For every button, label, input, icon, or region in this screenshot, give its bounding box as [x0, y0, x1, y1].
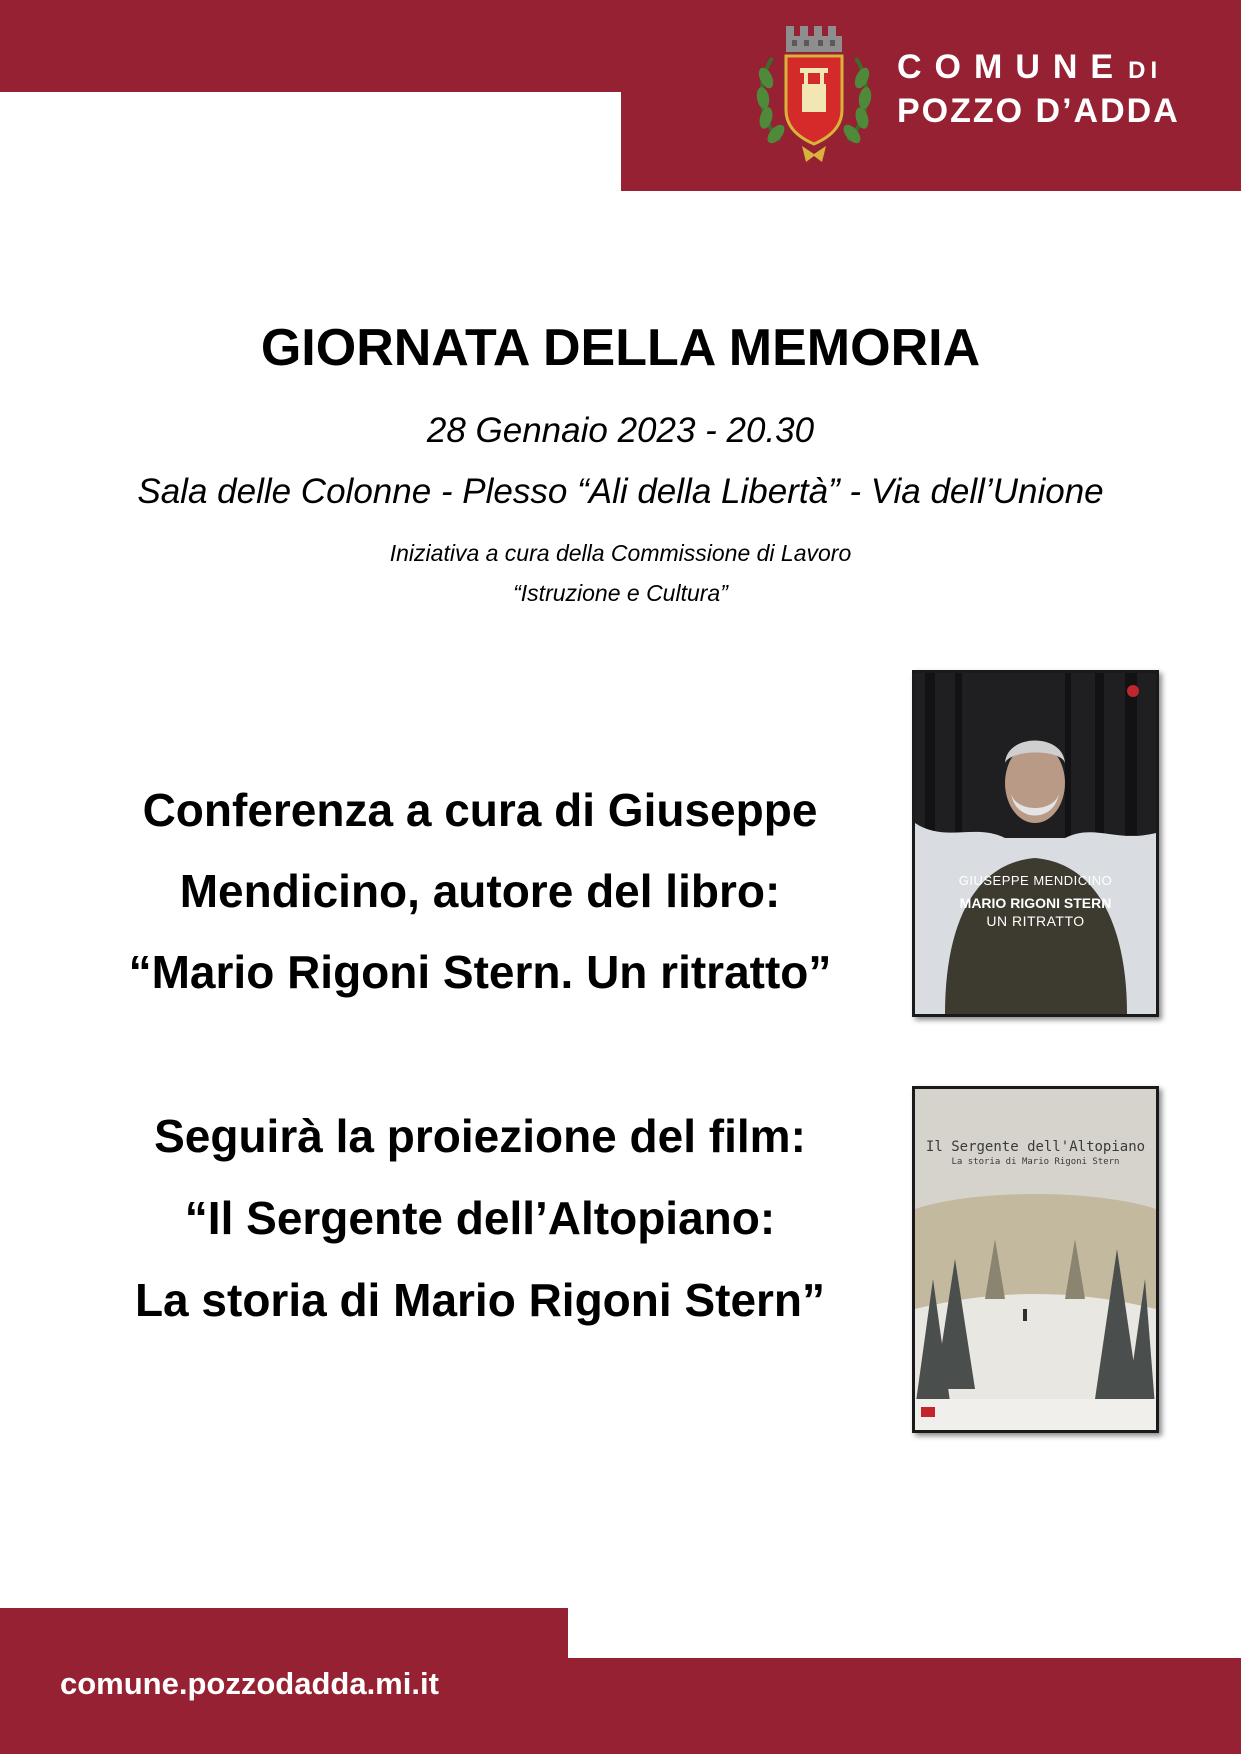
book-cover-photo	[915, 673, 1156, 1014]
film-poster-title: Il Sergente dell'Altopiano	[925, 1139, 1146, 1155]
book-author: GIUSEPPE MENDICINO	[958, 873, 1113, 888]
di-label: DI	[1128, 57, 1163, 84]
event-date-time: 28 Gennaio 2023 - 20.30	[426, 411, 815, 450]
film-line: Seguirà la proiezione del film:	[154, 1110, 806, 1162]
book-subtitle: UN RITRATTO	[986, 913, 1085, 929]
conference-text	[70, 782, 890, 1025]
event-title: GIORNATA DELLA MEMORIA	[260, 319, 981, 377]
film-poster-subtitle: La storia di Mario Rigoni Stern	[951, 1157, 1120, 1167]
conference-line: Conferenza a cura di Giuseppe	[142, 784, 818, 836]
film-text	[70, 1108, 890, 1354]
event-venue: Sala delle Colonne - Plesso “Ali della Libertà” - Via dell’Unione	[137, 472, 1104, 511]
book-cover-image	[912, 670, 1159, 1017]
film-line: “Il Sergente dell’Altopiano:	[184, 1192, 776, 1244]
film-poster-image	[912, 1086, 1159, 1433]
film-line: La storia di Mario Rigoni Stern”	[134, 1274, 826, 1326]
initiative-line-1: Iniziativa a cura della Commissione di Lavoro	[389, 540, 852, 566]
town-name: POZZO D’ADDA	[897, 92, 1180, 130]
footer-website: comune.pozzodadda.mi.it	[60, 1666, 439, 1701]
book-title: MARIO RIGONI STERN	[959, 895, 1112, 911]
initiative-line-2: “Istruzione e Cultura”	[513, 580, 728, 606]
conference-line: “Mario Rigoni Stern. Un ritratto”	[128, 946, 832, 998]
municipal-crest-icon	[752, 22, 876, 164]
comune-label: COMUNEDI	[897, 48, 1163, 86]
conference-line: Mendicino, autore del libro:	[179, 865, 781, 917]
